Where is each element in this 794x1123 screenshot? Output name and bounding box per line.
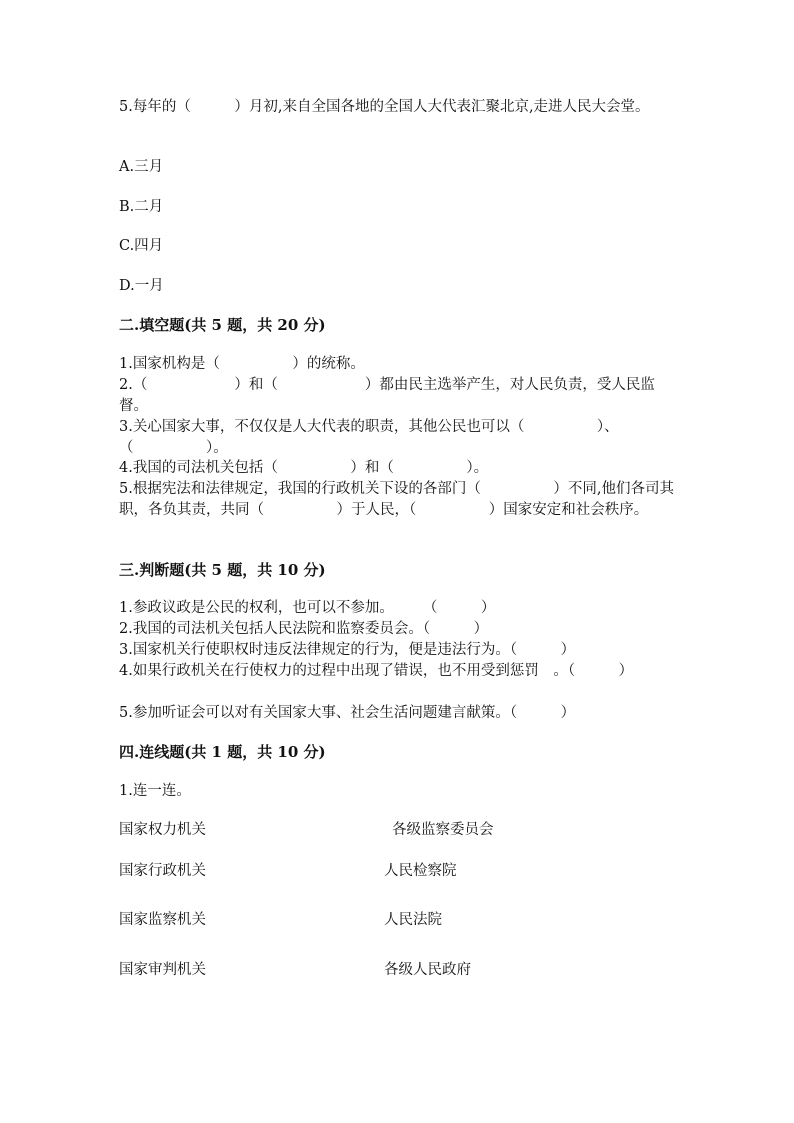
match-right-4: 各级人民政府 (384, 962, 471, 978)
true-false-item-3: 3.国家机关行使职权时违反法律规定的行为，便是违法行为。（ ） (119, 642, 576, 658)
option-a: A.三月 (119, 159, 164, 175)
fill-blank-item-5: 5.根据宪法和法律规定，我国的行政机关下设的各部门（ ）不同,他们各司其职，各负其责，共同（ ）于人民，（ ）国家安定和社会秩序。 (119, 481, 674, 518)
true-false-item-2: 2.我国的司法机关包括人民法院和监察委员会。（ ） (119, 621, 489, 637)
match-left-1: 国家权力机关 (119, 822, 206, 838)
option-c: C.四月 (119, 238, 164, 254)
match-right-3: 人民法院 (384, 912, 442, 928)
question-5: 5.每年的（ ）月初,来自全国各地的全国人大代表汇聚北京,走进人民大会堂。 (119, 99, 650, 115)
fill-blank-item-1: 1.国家机构是（ ）的统称。 (119, 356, 365, 372)
true-false-item-5: 5.参加听证会可以对有关国家大事、社会生活问题建言献策。（ ） (119, 705, 576, 721)
section-heading-matching: 四.连线题(共 1 题，共 10 分) (119, 743, 326, 761)
fill-blank-item-3: 3.关心国家大事，不仅仅是人大代表的职责，其他公民也可以（ ）、（ ）。 (119, 419, 619, 456)
option-d: D.一月 (119, 278, 164, 294)
fill-blank-item-4: 4.我国的司法机关包括（ ）和（ ）。 (119, 460, 489, 476)
match-left-2: 国家行政机关 (119, 863, 206, 879)
match-left-3: 国家监察机关 (119, 912, 206, 928)
match-right-2: 人民检察院 (384, 863, 457, 879)
matching-prompt: 1.连一连。 (119, 783, 191, 799)
match-left-4: 国家审判机关 (119, 962, 206, 978)
section-heading-fill-blank: 二.填空题(共 5 题，共 20 分) (119, 316, 326, 334)
option-b: B.二月 (119, 199, 164, 215)
section-heading-true-false: 三.判断题(共 5 题，共 10 分) (119, 561, 326, 579)
true-false-item-1: 1.参政议政是公民的权利，也可以不参加。 （ ） (119, 600, 496, 616)
true-false-item-4: 4.如果行政机关在行使权力的过程中出现了错误，也不用受到惩罚 。（ ） (119, 663, 634, 679)
fill-blank-item-2: 2.（ ）和（ ）都由民主选举产生，对人民负责，受人民监督。 (119, 377, 655, 414)
match-right-1: 各级监察委员会 (392, 822, 494, 838)
